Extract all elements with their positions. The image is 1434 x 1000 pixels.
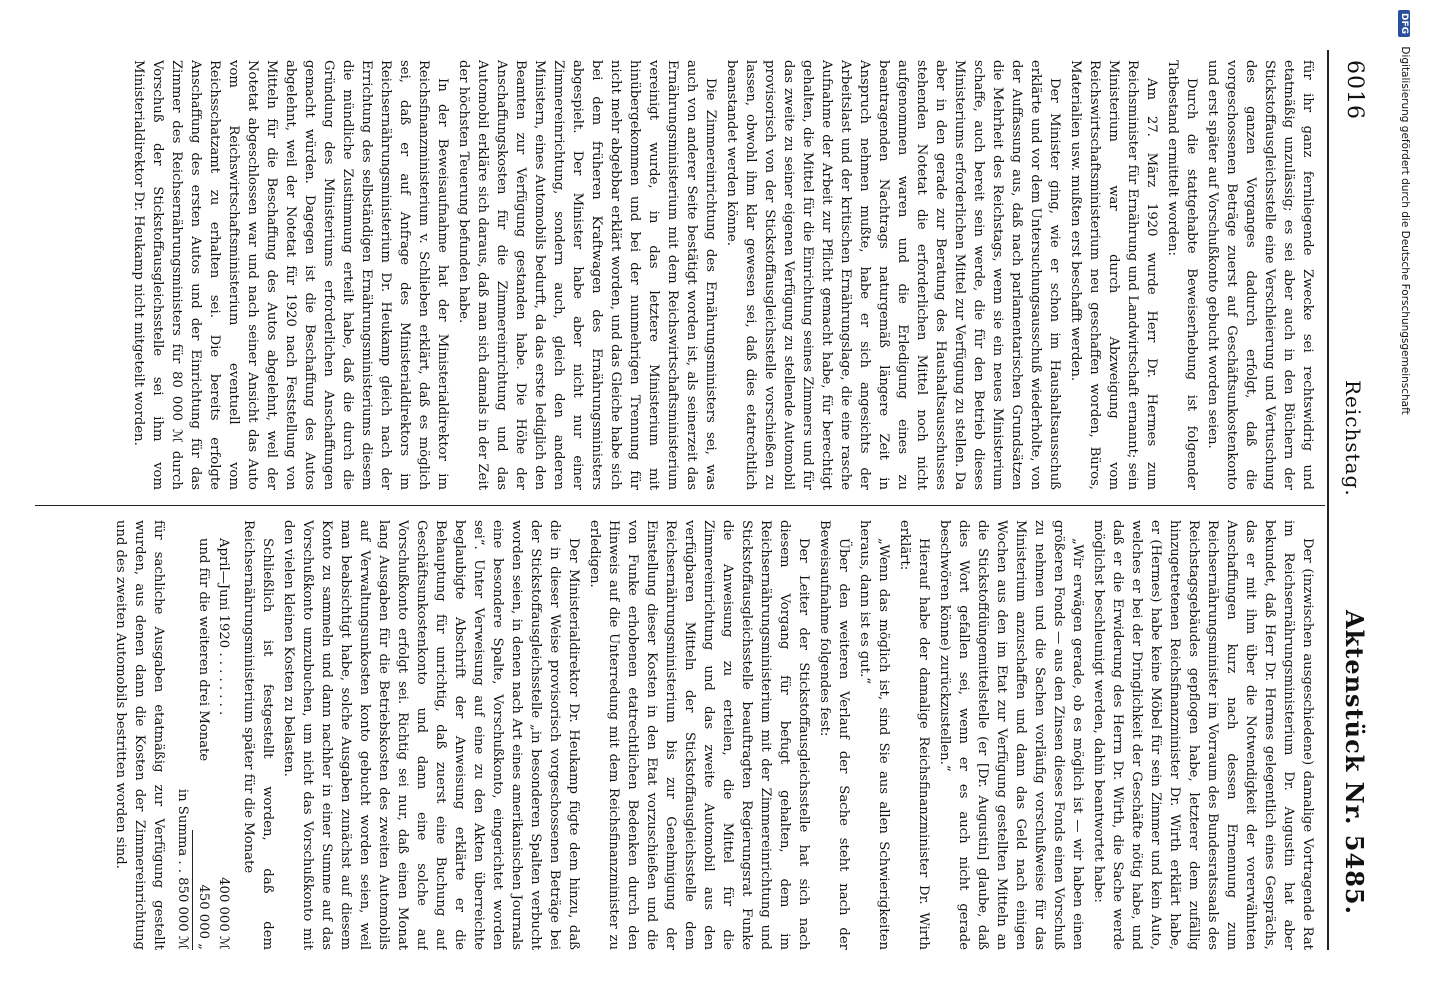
right-paragraph-6: Der Leiter der Stickstoffausgleichsstelle hat sich nach diesem Vorgang für befugt gehalten, dem im Reichsernährungsministerium mit der Zimmereinrichtung und Stickstoffausgleichsstelle beauftragten Regierungsrat Funke die Anweisung zu erteilen, die Mittel für die Zimmereinrichtung und das zweite Automobil aus den verfügbaren Mitteln der Stickstoffausgleichsstelle dem Reichsernährungsministerium bis zur Genehmigung der Einstellung dieser Kosten in den Etat vorzuschießen und die von Funke erhobenen etatrechtlichen Bedenken durch den Hinweis auf die Unterredung mit dem Reichsfinanzminister zu erledigen. [587, 520, 811, 950]
sum-row-total [172, 520, 192, 950]
left-paragraph-4: Der Minister ging, wie er schon im Haushaltsausschuß erklärte und vor dem Untersuchungsausschuß wiederholte, von der Auffassung aus, daß nach parlamentarischen Grundsätzen die Mehrheit des Reichstags, wenn sie ein neues Ministerium schaffe, auch bereit sein werde, die für den Betrieb dieses Ministeriums erforderlichen Mittel zur Verfügung zu stellen. Da aber in den gerade zur Beratung des Haushaltsausschusses stehenden Notetat die erforderlichen Mittel noch nicht aufgenommen waren und die Erledigung eines zu beantragenden Nachtrags naturgemäß längere Zeit in Anspruch nehmen mußte, habe er sich angesichts der Arbeitslast und der kritischen Ernährungslage, die eine rasche Aufnahme der Arbeit zur Pflicht gemacht habe, für berechtigt gehalten, die Mittel für die Einrichtung seines Zimmers und für das zweite zu seiner eigenen Verfügung zu stellende Automobil provisorisch von der Stickstoffausgleichsstelle vorschießen zu lassen, obwohl ihm klar gewesen sei, daß dies etatrechtlich beanstandet werden könne. [724, 60, 1062, 490]
right-column [47, 520, 1317, 950]
sum-label-1: April—Juni 1920 . . . . . . . . [216, 538, 231, 716]
left-paragraph-5: Die Zimmereinrichtung des Ernährungsministers sei, was auch von anderer Seite bestätigt worden ist, als seinerzeit das Ernährungsministerium mit dem Reichswirtschaftsministerium vereinigt wurde, in das letztere Ministerium mit hinübergekommen und bei der nunmehrigen Trennung für nicht mehr abgebbar erklärt worden, und das Gleiche habe sich bei dem früheren Kraftwagen des Ernährungsministers abgespielt. Der Minister habe aber nicht nur einer Zimmereinrichtung, sondern auch, gleich den anderen Ministern, eines Automobils bedurft, da das erste lediglich den Beamten zur Verfügung gestanden habe. Die Höhe der Anschaffungskosten für die Zimmereinrichtung und das Automobil erkläre sich daraus, daß man sich damals in der Zeit der höchsten Teuerung befunden habe. [456, 60, 718, 490]
left-column [47, 60, 1317, 490]
page-number: 6016 [1342, 60, 1367, 120]
credit-text: Digitalisierung gefördert durch die Deutsche Forschungsgemeinschaft [1399, 46, 1411, 415]
page-header [1325, 50, 1375, 950]
left-paragraph-1: für ihr ganz fernliegende Zwecke sei rechtswidrig und etatmäßig unzulässig; es sei aber auch in den Büchern der Stickstoffausgleichsstelle eine Verschleierung und Vertuschung des ganzen Vorganges dadurch erfolgt, daß die vorgeschossenen Beträge zuerst auf Geschäftsunkostenkonto und erst später auf Vorschußkonto gebucht worden seien. [1205, 60, 1315, 490]
document-number: Aktenstück Nr. 5485. [1340, 610, 1369, 915]
sum-label-2: und für die weiteren drei Monate [196, 538, 211, 762]
right-paragraph-2: „Wir erwägen gerade, ob es möglich ist — wir haben einen größeren Fonds — aus den Zinsen dieses Fonds einen Vorschuß zu nehmen und die Sachen vorläufig vorschußweise für das Ministerium anzuschaffen und dann das Geld nach einigen Wochen aus den im Etat zur Verfügung gestellten Mitteln an die Stickstoffdüngemittelstelle (er [Dr. Augustin] glaube, daß dies Wort gefallen sei, wenn er es auch nicht gerade beschwören könne) zurückzustellen.“ [937, 520, 1085, 950]
dfg-logo-badge: DFG [1398, 10, 1410, 37]
left-paragraph-3: Am 27. März 1920 wurde Herr Dr. Hermes zum Reichsminister für Ernährung und Landwirtschaft ernannt; sein Ministerium war durch Abzweigung vom Reichswirtschaftsministerium neu geschaffen worden, Büros, Materialien usw. mußten erst beschafft werden. [1068, 60, 1159, 490]
left-paragraph-6: In der Beweisaufnahme hat der Ministerialdirektor im Reichsfinanzministerium v. Schlieben erklärt, daß es möglich sei, daß er auf Anfrage des Ministerialdirektors im Reichsernährungsministerium Dr. Heukamp gleich nach der Errichtung des selbständigen Ernährungsministeriums diesem die mündliche Zustimmung erteilt habe, daß die durch die Gründung des Ministeriums erforderlichen Anschaffungen gemacht würden. Dagegen ist die Beschaffung des Autos abgelehnt, weil der Notetat für 1920 nach Feststellung von Mitteln für die Beschaffung des Autos abgelehnt, weil der Notetat abgeschlossen war und nach seiner Ansicht das Auto vom Reichswirtschaftsministerium eventuell vom Reichsschatzamt zu erhalten sei. Die bereits erfolgte Anschaffung des ersten Autos und der Einrichtung für das Zimmer des Reichsernährungsministers für 80 000 ℳ durch Vorschuß der Stickstoffausgleichsstelle sei ihm vom Ministerialdirektor Dr. Heukamp nicht mitgeteilt worden. [131, 60, 450, 490]
header-rule [1327, 50, 1329, 950]
sum-amount-2: 450 000 „ [192, 830, 213, 950]
closing-paragraph: für sachliche Ausgaben etatmäßig zur Verfügung gestellt wurden, aus denen dann die Kosten der Zimmereinrichtung und des zweiten Automobils bestritten worden sind. [113, 520, 166, 950]
right-paragraph-1: Der (inzwischen ausgeschiedene) damalige Vortragende Rat im Reichsernährungsministerium Dr. Augustin hat aber bekundet, daß Herr Dr. Hermes gelegentlich eines Gesprächs, das er mit ihm über die Notwendigkeit der vorerwähnten Anschaffungen kurz nach dessen Ernennung zum Reichsernährungsminister im Vorraum des Bundesratssaals des Reichstagsgebäudes gepflogen habe, letzterer dem zufällig hinzugetretenen Reichsfinanzminister Dr. Wirth erklärt habe, er (Hermes) habe keine Möbel für sein Zimmer und kein Auto, welches er bei der Dringlichkeit der Geschäfte nötig habe, und daß er die Erwiderung des Herrn Dr. Wirth, die Sache werde möglichst beschleunigt werden, dahin beantwortet habe: [1091, 520, 1315, 950]
right-paragraph-7: Der Ministerialdirektor Dr. Heukamp fügte dem hinzu, daß die in dieser Weise provisorisch vorgeschossenen Beträge bei der Stickstoffausgleichsstelle „in besonderen Spalten verbucht worden seien, in denen nach Art eines amerikanischen Journals eine besondere Spalte, Vorschußkonto, eingerichtet worden sei“. Unter Verweisung auf eine zu den Akten überreichte beglaubigte Abschrift der Anweisung erklärte er die Behauptung für unrichtig, daß zuerst eine Buchung auf Geschäftsunkostenkonto und dann eine solche auf Vorschußkonto erfolgt sei. Richtig sei nur, daß einen Monat lang Ausgaben für die Betriebskosten des zweiten Automobils auf Verwaltungsunkosten konto gebucht worden seien, weil man beabsichtigt habe, solche Ausgaben zunächst auf diesem Konto zu sammeln und dann nachher in einer Summe auf das Vorschußkonto umzubuchen, um nicht das Vorschußkonto mit den vielen kleinen Kosten zu belasten. [281, 520, 581, 950]
left-paragraph-2: Durch die stattgehabte Beweiserhebung ist folgender Tatbestand ermittelt worden: [1165, 60, 1199, 490]
sum-total-label: in Summa . . 850 000 ℳ [175, 788, 190, 950]
column-divider [35, 505, 1325, 506]
sum-row-1 [213, 520, 233, 950]
chamber-title: Reichstag. [1341, 380, 1365, 497]
right-paragraph-4: „Wenn das möglich ist, sind Sie aus allen Schwierigkeiten heraus, dann ist es gut.“ [857, 520, 891, 950]
digitization-credit [1395, 10, 1411, 1000]
right-paragraph-5: Über den weiteren Verlauf der Sache steht nach der Beweisaufnahme folgendes fest: [817, 520, 851, 950]
sum-row-2 [192, 520, 213, 950]
right-paragraph-8: Schließlich ist festgestellt worden, daß dem Reichsernährungsministerium später für die Monate [241, 520, 275, 950]
sum-amount-1: 400 000 ℳ [216, 877, 231, 950]
sum-table [172, 520, 233, 950]
right-paragraph-3: Hierauf habe der damalige Reichsfinanzminister Dr. Wirth erklärt: [897, 520, 931, 950]
rotated-page-content [35, 50, 1375, 950]
